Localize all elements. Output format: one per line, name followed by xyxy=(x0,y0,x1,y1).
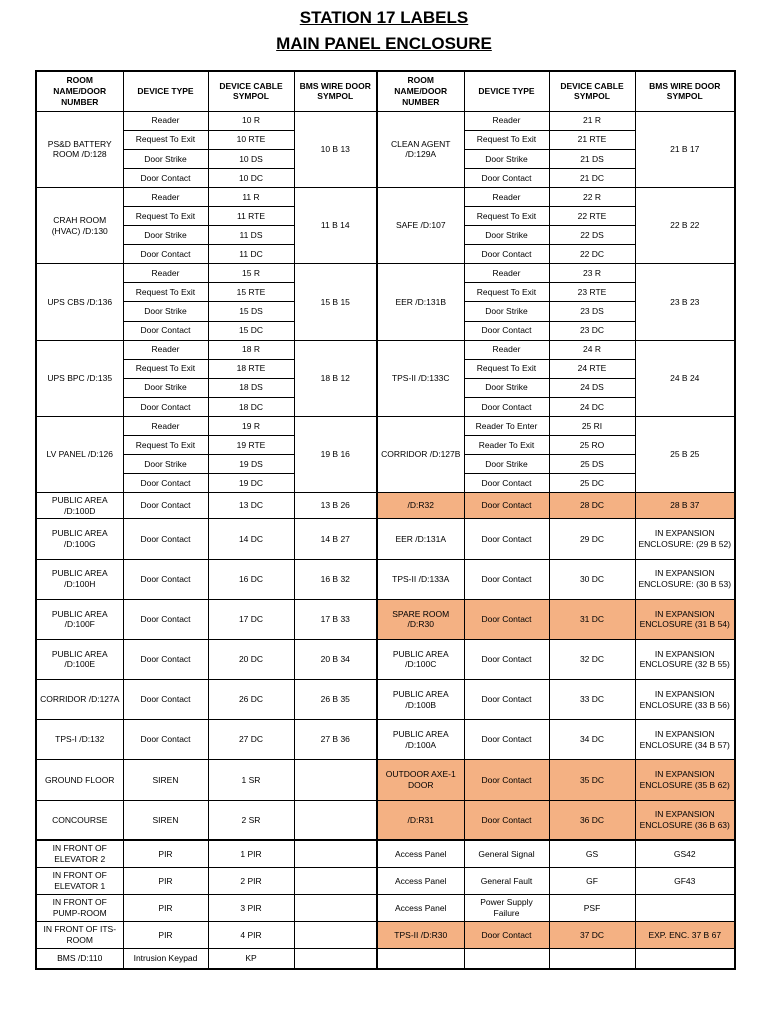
room-name: EER /D:131A xyxy=(377,519,464,559)
device-cable-symbol: 22 DC xyxy=(549,245,635,264)
device-type: Door Contact xyxy=(123,474,208,493)
device-type: Request To Exit xyxy=(464,283,549,302)
bms-wire-symbol xyxy=(294,949,377,969)
device-type: Request To Exit xyxy=(123,130,208,149)
table-row xyxy=(36,416,735,435)
device-cable-symbol: 24 DC xyxy=(549,397,635,416)
device-type: Door Contact xyxy=(464,680,549,720)
room-name: Access Panel xyxy=(377,867,464,894)
room-name: SPARE ROOM /D:R30 xyxy=(377,599,464,639)
room-name: /D:R31 xyxy=(377,800,464,840)
device-type: Reader xyxy=(464,340,549,359)
device-cable-symbol: 36 DC xyxy=(549,800,635,840)
table-row xyxy=(36,639,735,679)
bms-wire-symbol xyxy=(294,894,377,921)
bms-wire-symbol: 26 B 35 xyxy=(294,680,377,720)
device-cable-symbol: 11 RTE xyxy=(208,207,294,226)
device-cable-symbol: 10 RTE xyxy=(208,130,294,149)
device-type: Door Contact xyxy=(464,321,549,340)
table-row xyxy=(36,840,735,867)
device-type: Door Contact xyxy=(123,168,208,187)
bms-wire-symbol: 25 B 25 xyxy=(635,416,735,492)
device-cable-symbol: 25 RO xyxy=(549,436,635,455)
device-type: Request To Exit xyxy=(123,283,208,302)
room-name: GROUND FLOOR xyxy=(36,760,123,800)
table-row xyxy=(36,922,735,949)
device-type: Door Strike xyxy=(123,302,208,321)
device-cable-symbol: 31 DC xyxy=(549,599,635,639)
bms-wire-symbol xyxy=(294,922,377,949)
bms-wire-symbol xyxy=(635,949,735,969)
device-type: Reader To Exit xyxy=(464,436,549,455)
room-name: UPS CBS /D:136 xyxy=(36,264,123,340)
device-type: Reader To Enter xyxy=(464,416,549,435)
device-type: Door Strike xyxy=(464,455,549,474)
device-type: Request To Exit xyxy=(123,207,208,226)
device-cable-symbol: 22 RTE xyxy=(549,207,635,226)
device-type: Door Contact xyxy=(123,245,208,264)
device-type: Door Contact xyxy=(464,474,549,493)
device-cable-symbol: 28 DC xyxy=(549,493,635,519)
device-cable-symbol: 3 PIR xyxy=(208,894,294,921)
device-type: Door Contact xyxy=(464,493,549,519)
device-type: Door Contact xyxy=(464,559,549,599)
device-cable-symbol: 26 DC xyxy=(208,680,294,720)
device-type: Reader xyxy=(123,111,208,130)
column-header: ROOM NAME/DOOR NUMBER xyxy=(36,71,123,111)
device-cable-symbol: 1 PIR xyxy=(208,840,294,867)
room-name: LV PANEL /D:126 xyxy=(36,416,123,492)
room-name: IN FRONT OF ELEVATOR 1 xyxy=(36,867,123,894)
device-type: PIR xyxy=(123,894,208,921)
device-cable-symbol: 10 R xyxy=(208,111,294,130)
device-type: Door Strike xyxy=(464,226,549,245)
device-type: Door Contact xyxy=(464,168,549,187)
bms-wire-symbol: IN EXPANSION ENCLOSURE (32 B 55) xyxy=(635,639,735,679)
device-cable-symbol: 25 DC xyxy=(549,474,635,493)
room-name: TPS-II /D:133A xyxy=(377,559,464,599)
device-cable-symbol: 30 DC xyxy=(549,559,635,599)
device-cable-symbol: 37 DC xyxy=(549,922,635,949)
device-type: Door Contact xyxy=(464,245,549,264)
device-type: Door Contact xyxy=(464,519,549,559)
device-type: Request To Exit xyxy=(464,130,549,149)
bms-wire-symbol: 14 B 27 xyxy=(294,519,377,559)
bms-wire-symbol: IN EXPANSION ENCLOSURE (35 B 62) xyxy=(635,760,735,800)
room-name: PUBLIC AREA /D:100F xyxy=(36,599,123,639)
table-row xyxy=(36,111,735,130)
room-name: IN FRONT OF PUMP-ROOM xyxy=(36,894,123,921)
device-type: Door Contact xyxy=(464,760,549,800)
device-type: Door Strike xyxy=(123,455,208,474)
table-row xyxy=(36,493,735,519)
device-cable-symbol: 19 DC xyxy=(208,474,294,493)
device-cable-symbol: 19 R xyxy=(208,416,294,435)
device-type: Request To Exit xyxy=(464,207,549,226)
room-name: CRAH ROOM (HVAC) /D:130 xyxy=(36,187,123,263)
device-cable-symbol: 35 DC xyxy=(549,760,635,800)
device-cable-symbol: 21 R xyxy=(549,111,635,130)
device-type: Intrusion Keypad xyxy=(123,949,208,969)
room-name: CORRIDOR /D:127A xyxy=(36,680,123,720)
device-type: Request To Exit xyxy=(123,436,208,455)
room-name xyxy=(377,949,464,969)
bms-wire-symbol: IN EXPANSION ENCLOSURE (34 B 57) xyxy=(635,720,735,760)
header-row xyxy=(36,71,735,111)
device-cable-symbol: 18 RTE xyxy=(208,359,294,378)
device-cable-symbol: 15 DS xyxy=(208,302,294,321)
device-type: PIR xyxy=(123,922,208,949)
bms-wire-symbol: IN EXPANSION ENCLOSURE: (30 B 53) xyxy=(635,559,735,599)
labels-table xyxy=(35,70,736,970)
table-row xyxy=(36,680,735,720)
device-cable-symbol: 22 R xyxy=(549,187,635,206)
room-name: UPS BPC /D:135 xyxy=(36,340,123,416)
bms-wire-symbol: 18 B 12 xyxy=(294,340,377,416)
device-type: PIR xyxy=(123,840,208,867)
device-cable-symbol: 18 R xyxy=(208,340,294,359)
column-header: DEVICE TYPE xyxy=(464,71,549,111)
device-cable-symbol: 16 DC xyxy=(208,559,294,599)
room-name: PUBLIC AREA /D:100E xyxy=(36,639,123,679)
device-type: Door Strike xyxy=(123,378,208,397)
device-cable-symbol: 23 DS xyxy=(549,302,635,321)
device-type: Door Contact xyxy=(464,639,549,679)
device-type: SIREN xyxy=(123,760,208,800)
device-cable-symbol: 33 DC xyxy=(549,680,635,720)
table-row xyxy=(36,800,735,840)
device-type: Door Strike xyxy=(123,226,208,245)
room-name: OUTDOOR AXE-1 DOOR xyxy=(377,760,464,800)
device-type: Reader xyxy=(123,264,208,283)
bms-wire-symbol: GF43 xyxy=(635,867,735,894)
bms-wire-symbol xyxy=(294,760,377,800)
device-type: PIR xyxy=(123,867,208,894)
device-cable-symbol: 2 SR xyxy=(208,800,294,840)
device-type: Reader xyxy=(123,187,208,206)
device-type: Power Supply Failure xyxy=(464,894,549,921)
device-type: Door Contact xyxy=(464,800,549,840)
device-cable-symbol: 24 DS xyxy=(549,378,635,397)
device-cable-symbol: 15 RTE xyxy=(208,283,294,302)
bms-wire-symbol: IN EXPANSION ENCLOSURE (31 B 54) xyxy=(635,599,735,639)
room-name: PUBLIC AREA /D:100H xyxy=(36,559,123,599)
device-type: Door Contact xyxy=(123,321,208,340)
device-type: SIREN xyxy=(123,800,208,840)
device-type: Request To Exit xyxy=(123,359,208,378)
device-cable-symbol: 32 DC xyxy=(549,639,635,679)
bms-wire-symbol: 20 B 34 xyxy=(294,639,377,679)
device-type: Reader xyxy=(464,187,549,206)
bms-wire-symbol xyxy=(294,867,377,894)
bms-wire-symbol: EXP. ENC. 37 B 67 xyxy=(635,922,735,949)
device-type: Door Contact xyxy=(123,559,208,599)
device-type: Door Contact xyxy=(464,720,549,760)
table-row xyxy=(36,760,735,800)
bms-wire-symbol: 28 B 37 xyxy=(635,493,735,519)
device-type: Door Contact xyxy=(123,639,208,679)
room-name: CLEAN AGENT /D:129A xyxy=(377,111,464,187)
column-header: DEVICE CABLE SYMPOL xyxy=(549,71,635,111)
column-header: BMS WIRE DOOR SYMPOL xyxy=(294,71,377,111)
device-type: Door Contact xyxy=(464,599,549,639)
device-cable-symbol: 11 DC xyxy=(208,245,294,264)
table-row xyxy=(36,599,735,639)
device-cable-symbol: 1 SR xyxy=(208,760,294,800)
bms-wire-symbol: GS42 xyxy=(635,840,735,867)
column-header: DEVICE CABLE SYMPOL xyxy=(208,71,294,111)
device-cable-symbol: 19 DS xyxy=(208,455,294,474)
room-name: Access Panel xyxy=(377,894,464,921)
device-type: Reader xyxy=(464,264,549,283)
device-cable-symbol: 21 RTE xyxy=(549,130,635,149)
device-cable-symbol: 13 DC xyxy=(208,493,294,519)
device-cable-symbol: 14 DC xyxy=(208,519,294,559)
device-cable-symbol: 34 DC xyxy=(549,720,635,760)
device-type: Door Contact xyxy=(464,397,549,416)
device-type: Door Strike xyxy=(464,378,549,397)
room-name: EER /D:131B xyxy=(377,264,464,340)
room-name: CONCOURSE xyxy=(36,800,123,840)
table-row xyxy=(36,264,735,283)
device-cable-symbol: 23 DC xyxy=(549,321,635,340)
column-header: DEVICE TYPE xyxy=(123,71,208,111)
room-name: IN FRONT OF ELEVATOR 2 xyxy=(36,840,123,867)
device-cable-symbol: 20 DC xyxy=(208,639,294,679)
bms-wire-symbol: 21 B 17 xyxy=(635,111,735,187)
room-name: Access Panel xyxy=(377,840,464,867)
bms-wire-symbol: 15 B 15 xyxy=(294,264,377,340)
device-cable-symbol: 23 RTE xyxy=(549,283,635,302)
device-cable-symbol: 27 DC xyxy=(208,720,294,760)
bms-wire-symbol: 11 B 14 xyxy=(294,187,377,263)
device-cable-symbol: 10 DC xyxy=(208,168,294,187)
bms-wire-symbol: 10 B 13 xyxy=(294,111,377,187)
device-cable-symbol: 25 RI xyxy=(549,416,635,435)
device-type: Reader xyxy=(464,111,549,130)
device-cable-symbol: 24 RTE xyxy=(549,359,635,378)
device-type: Door Strike xyxy=(464,302,549,321)
room-name: TPS-II /D:133C xyxy=(377,340,464,416)
room-name: TPS-I /D:132 xyxy=(36,720,123,760)
device-cable-symbol: PSF xyxy=(549,894,635,921)
bms-wire-symbol: IN EXPANSION ENCLOSURE (36 B 63) xyxy=(635,800,735,840)
device-cable-symbol: GS xyxy=(549,840,635,867)
bms-wire-symbol: 19 B 16 xyxy=(294,416,377,492)
title-panel: MAIN PANEL ENCLOSURE xyxy=(276,34,492,53)
device-type: General Fault xyxy=(464,867,549,894)
bms-wire-symbol xyxy=(294,840,377,867)
device-type: Request To Exit xyxy=(464,359,549,378)
device-cable-symbol: 2 PIR xyxy=(208,867,294,894)
device-cable-symbol: 17 DC xyxy=(208,599,294,639)
room-name: PUBLIC AREA /D:100D xyxy=(36,493,123,519)
room-name: CORRIDOR /D:127B xyxy=(377,416,464,492)
device-cable-symbol: KP xyxy=(208,949,294,969)
device-type: Door Contact xyxy=(123,599,208,639)
device-cable-symbol: 22 DS xyxy=(549,226,635,245)
room-name: TPS-II /D:R30 xyxy=(377,922,464,949)
room-name: /D:R32 xyxy=(377,493,464,519)
room-name: PUBLIC AREA /D:100G xyxy=(36,519,123,559)
device-type: Door Strike xyxy=(123,149,208,168)
room-name: SAFE /D:107 xyxy=(377,187,464,263)
table-row xyxy=(36,340,735,359)
table-row xyxy=(36,867,735,894)
bms-wire-symbol: 17 B 33 xyxy=(294,599,377,639)
room-name: PUBLIC AREA /D:100A xyxy=(377,720,464,760)
bms-wire-symbol: 22 B 22 xyxy=(635,187,735,263)
table-row xyxy=(36,949,735,969)
table-row xyxy=(36,519,735,559)
device-type: Door Contact xyxy=(123,519,208,559)
device-cable-symbol xyxy=(549,949,635,969)
device-cable-symbol: 21 DS xyxy=(549,149,635,168)
table-row xyxy=(36,187,735,206)
table-row xyxy=(36,559,735,599)
device-cable-symbol: 4 PIR xyxy=(208,922,294,949)
bms-wire-symbol: 24 B 24 xyxy=(635,340,735,416)
device-type: Door Contact xyxy=(123,680,208,720)
device-cable-symbol: 10 DS xyxy=(208,149,294,168)
device-cable-symbol: 18 DS xyxy=(208,378,294,397)
device-type xyxy=(464,949,549,969)
bms-wire-symbol: 27 B 36 xyxy=(294,720,377,760)
device-type: Door Contact xyxy=(123,720,208,760)
device-type: Door Contact xyxy=(123,493,208,519)
column-header: ROOM NAME/DOOR NUMBER xyxy=(377,71,464,111)
room-name: PS&D BATTERY ROOM /D:128 xyxy=(36,111,123,187)
device-type: Reader xyxy=(123,340,208,359)
bms-wire-symbol: IN EXPANSION ENCLOSURE: (29 B 52) xyxy=(635,519,735,559)
device-type: Reader xyxy=(123,416,208,435)
room-name: BMS /D:110 xyxy=(36,949,123,969)
device-cable-symbol: 24 R xyxy=(549,340,635,359)
device-cable-symbol: 11 R xyxy=(208,187,294,206)
device-cable-symbol: 15 DC xyxy=(208,321,294,340)
device-type: Door Strike xyxy=(464,149,549,168)
device-type: General Signal xyxy=(464,840,549,867)
device-cable-symbol: 18 DC xyxy=(208,397,294,416)
bms-wire-symbol: 13 B 26 xyxy=(294,493,377,519)
bms-wire-symbol: IN EXPANSION ENCLOSURE (33 B 56) xyxy=(635,680,735,720)
table-row xyxy=(36,894,735,921)
column-header: BMS WIRE DOOR SYMPOL xyxy=(635,71,735,111)
table-row xyxy=(36,720,735,760)
device-cable-symbol: 23 R xyxy=(549,264,635,283)
device-cable-symbol: 15 R xyxy=(208,264,294,283)
title-station: STATION 17 LABELS xyxy=(299,8,469,27)
bms-wire-symbol xyxy=(294,800,377,840)
device-cable-symbol: 25 DS xyxy=(549,455,635,474)
device-cable-symbol: GF xyxy=(549,867,635,894)
bms-wire-symbol: 23 B 23 xyxy=(635,264,735,340)
device-type: Door Contact xyxy=(464,922,549,949)
room-name: PUBLIC AREA /D:100B xyxy=(377,680,464,720)
bms-wire-symbol: 16 B 32 xyxy=(294,559,377,599)
device-cable-symbol: 21 DC xyxy=(549,168,635,187)
device-type: Door Contact xyxy=(123,397,208,416)
device-cable-symbol: 29 DC xyxy=(549,519,635,559)
device-cable-symbol: 11 DS xyxy=(208,226,294,245)
room-name: PUBLIC AREA /D:100C xyxy=(377,639,464,679)
room-name: IN FRONT OF ITS-ROOM xyxy=(36,922,123,949)
device-cable-symbol: 19 RTE xyxy=(208,436,294,455)
bms-wire-symbol xyxy=(635,894,735,921)
